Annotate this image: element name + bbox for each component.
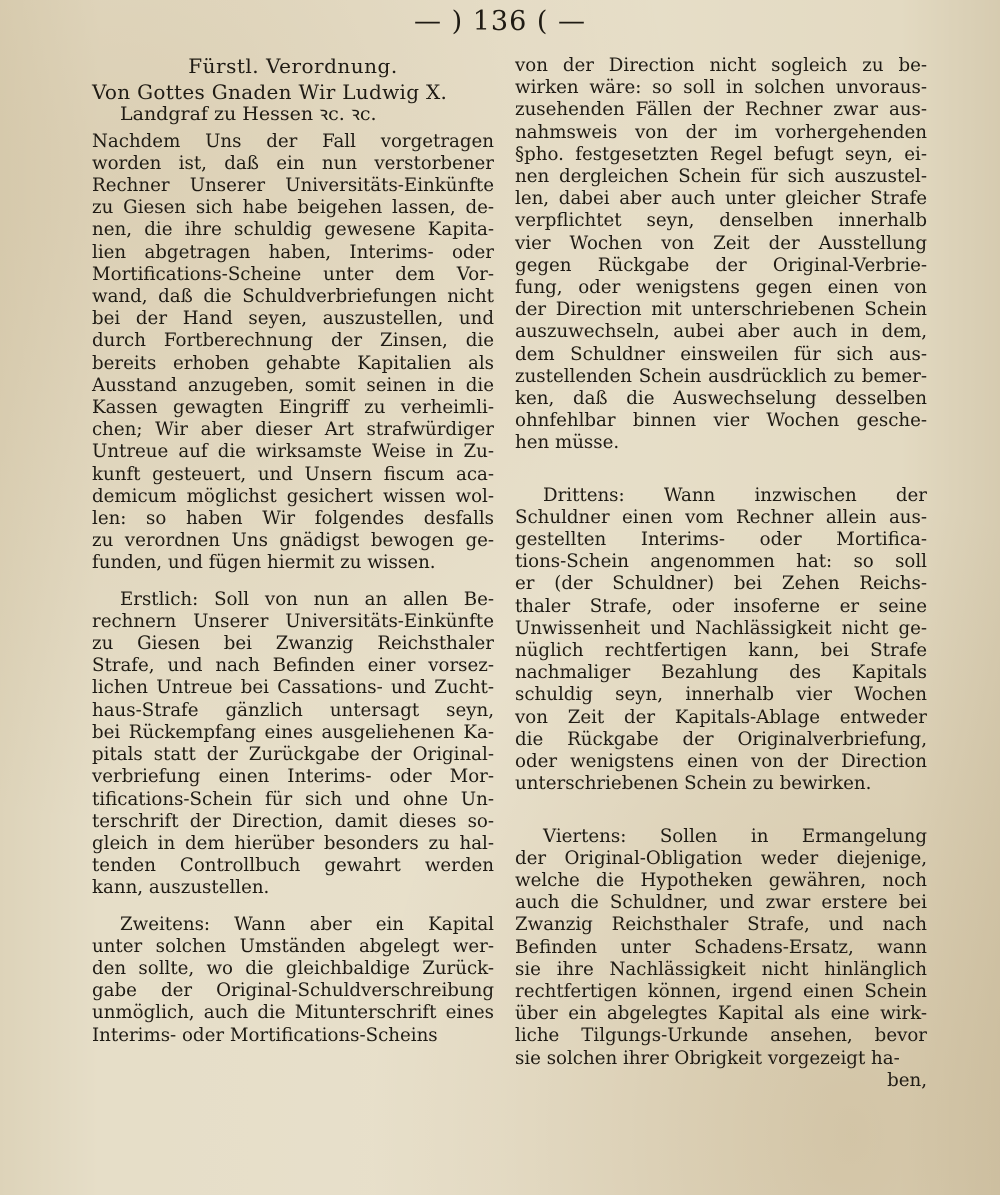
text-line: Befinden unter Schadens-Ersatz, wann [515, 936, 927, 958]
text-line: zu Giesen sich habe beigehen lassen, de- [92, 197, 494, 219]
text-line: hen müsse. [515, 432, 620, 454]
text-line: ohnfehlbar binnen vier Wochen gesche- [515, 410, 927, 432]
right-column [515, 55, 927, 1092]
text-line: bei Rückempfang eines ausgeliehenen Ka- [92, 721, 494, 743]
text-line: auszuwechseln, aubei aber auch in dem, [515, 321, 927, 343]
viertens-paragraph [515, 826, 927, 1070]
text-line: tifications-Schein für sich und ohne Un- [92, 788, 494, 810]
text-line: Zweitens: Wann aber ein Kapital [120, 913, 494, 935]
text-line: tenden Controllbuch gewahrt werden [92, 855, 494, 877]
text-line: unmöglich, auch die Mitunterschrift eines [92, 1002, 494, 1024]
text-line: tions-Schein angenommen hat: so soll [515, 551, 927, 573]
text-line: terschrift der Direction, damit dieses so- [92, 810, 494, 832]
text-line: Nachdem Uns der Fall vorgetragen [92, 130, 494, 152]
text-line: durch Fortberechnung der Zinsen, die [92, 330, 494, 352]
text-line: demicum möglichst gesichert wissen wol- [92, 485, 494, 507]
text-line: zusehenden Fällen der Rechner zwar aus- [515, 99, 927, 121]
erstlich-paragraph [92, 589, 494, 900]
text-line: pitals statt der Zurückgabe der Original- [92, 744, 494, 766]
text-line: gabe der Original-Schuldverschreibung [92, 980, 494, 1002]
text-line: welche die Hypotheken gewähren, noch [515, 869, 927, 891]
text-line: liche Tilgungs-Urkunde ansehen, bevor [515, 1025, 927, 1047]
text-line: sie ihre Nachlässigkeit nicht hinlänglich [515, 958, 927, 980]
text-line: den sollte, wo die gleichbaldige Zurück- [92, 957, 494, 979]
text-line: len: so haben Wir folgendes desfalls [92, 508, 494, 530]
page-number: — ) 136 ( — [414, 6, 586, 37]
text-line: die Rückgabe der Originalverbriefung, [515, 728, 927, 750]
text-line: zu verordnen Uns gnädigst bewogen ge- [92, 530, 494, 552]
text-line: bei der Hand seyen, auszustellen, und [92, 308, 494, 330]
text-line: von der Direction nicht sogleich zu be- [515, 55, 927, 76]
decree-subheading-1: Von Gottes Gnaden Wir Ludwig X. [92, 80, 448, 105]
text-line: über ein abgelegtes Kapital als eine wirk- [515, 1003, 927, 1025]
zweitens-paragraph [92, 914, 494, 1047]
text-line: Kassen gewagten Eingriff zu verheimli- [92, 397, 494, 419]
text-line: Schuldner einen vom Rechner allein aus- [515, 506, 927, 528]
text-line: wand, daß die Schuldverbriefungen nicht [92, 286, 494, 308]
text-line: nen, die ihre schuldig gewesene Kapita- [92, 219, 494, 241]
text-line: dem Schuldner einsweilen für sich aus- [515, 343, 927, 365]
text-line: fung, oder wenigstens gegen einen von [515, 277, 927, 299]
text-line: nachmaliger Bezahlung des Kapitals [515, 662, 927, 684]
text-line: nüglich rechtfertigen kann, bei Strafe [515, 640, 927, 662]
text-line: Untreue auf die wirksamste Weise in Zu- [92, 441, 494, 463]
text-line: verbriefung einen Interims- oder Mor- [92, 766, 494, 788]
text-line: chen; Wir aber dieser Art strafwürdiger [92, 419, 494, 441]
text-line: bereits erhoben gehabte Kapitalien als [92, 352, 494, 374]
text-line: auch die Schuldner, und zwar erstere bei [515, 892, 927, 914]
decree-subheading-2: Landgraf zu Hessen ꝛc. ꝛc. [120, 103, 377, 126]
decree-heading: Fürstl. Verordnung. [188, 54, 398, 78]
text-line: Rechner Unserer Universitäts-Einkünfte [92, 175, 494, 197]
text-line: kunft gesteuert, und Unsern fiscum aca- [92, 463, 494, 485]
text-line: rechnern Unserer Universitäts-Einkünfte [92, 610, 494, 632]
text-line: der Direction mit unterschriebenen Schein [515, 299, 927, 321]
text-line: haus-Strafe gänzlich untersagt seyn, [92, 699, 494, 721]
text-line: kann, auszustellen. [92, 877, 270, 899]
text-line: schuldig seyn, innerhalb vier Wochen [515, 684, 927, 706]
text-line: thaler Strafe, oder insoferne er seine [515, 595, 927, 617]
text-line: unterschriebenen Schein zu bewirken. [515, 773, 872, 795]
text-line: len, dabei aber auch unter gleicher Strafe [515, 188, 927, 210]
text-line: unter solchen Umständen abgelegt wer- [92, 935, 494, 957]
intro-paragraph [92, 131, 494, 575]
text-line: von Zeit der Kapitals-Ablage entweder [515, 706, 927, 728]
text-line: nen dergleichen Schein für sich auszustel- [515, 166, 927, 188]
text-line: wirken wäre: so soll in solchen unvoraus- [515, 77, 927, 99]
catchword: ben, [887, 1069, 927, 1091]
text-line: Interims- oder Mortifications-Scheins [92, 1024, 438, 1046]
text-line: rechtfertigen können, irgend einen Schein [515, 980, 927, 1002]
continuation-paragraph [515, 55, 927, 455]
text-line: verpflichtet seyn, denselben innerhalb [515, 210, 927, 232]
text-line: nahmsweis von der im vorhergehenden [515, 121, 927, 143]
text-line: Unwissenheit und Nachlässigkeit nicht ge- [515, 617, 927, 639]
text-line: Strafe, und nach Befinden einer vorsez- [92, 655, 494, 677]
text-line: vier Wochen von Zeit der Ausstellung [515, 232, 927, 254]
text-line: Ausstand anzugeben, somit seinen in die [92, 374, 494, 396]
text-line: worden ist, daß ein nun verstorbener [92, 152, 494, 174]
text-line: Drittens: Wann inzwischen der [543, 484, 927, 506]
text-line: Zwanzig Reichsthaler Strafe, und nach [515, 914, 927, 936]
text-line: gleich in dem hierüber besonders zu hal- [92, 832, 494, 854]
text-line: der Original-Obligation weder diejenige, [515, 847, 927, 869]
text-line: funden, und fügen hiermit zu wissen. [92, 552, 436, 574]
text-line: gegen Rückgabe der Original-Verbrie- [515, 254, 927, 276]
text-line: sie solchen ihrer Obrigkeit vorgezeigt ha- [515, 1047, 900, 1069]
text-line: ken, daß die Auswechselung desselben [515, 388, 927, 410]
text-line: lichen Untreue bei Cassations- und Zucht- [92, 677, 494, 699]
text-line: er (der Schuldner) bei Zehen Reichs- [515, 573, 927, 595]
drittens-paragraph [515, 485, 927, 796]
text-line: lien abgetragen haben, Interims- oder [92, 241, 494, 263]
text-line: zustellenden Schein ausdrücklich zu bemer- [515, 365, 927, 387]
text-line: Erstlich: Soll von nun an allen Be- [120, 588, 494, 610]
text-line: Mortifications-Scheine unter dem Vor- [92, 263, 494, 285]
text-line: oder wenigstens einen von der Direction [515, 751, 927, 773]
text-line: zu Giesen bei Zwanzig Reichsthaler [92, 633, 494, 655]
text-line: gestellten Interims- oder Mortifica- [515, 529, 927, 551]
left-column [92, 55, 494, 1047]
text-line: §pho. festgesetzten Regel befugt seyn, ei- [515, 143, 927, 165]
text-line: Viertens: Sollen in Ermangelung [543, 825, 927, 847]
